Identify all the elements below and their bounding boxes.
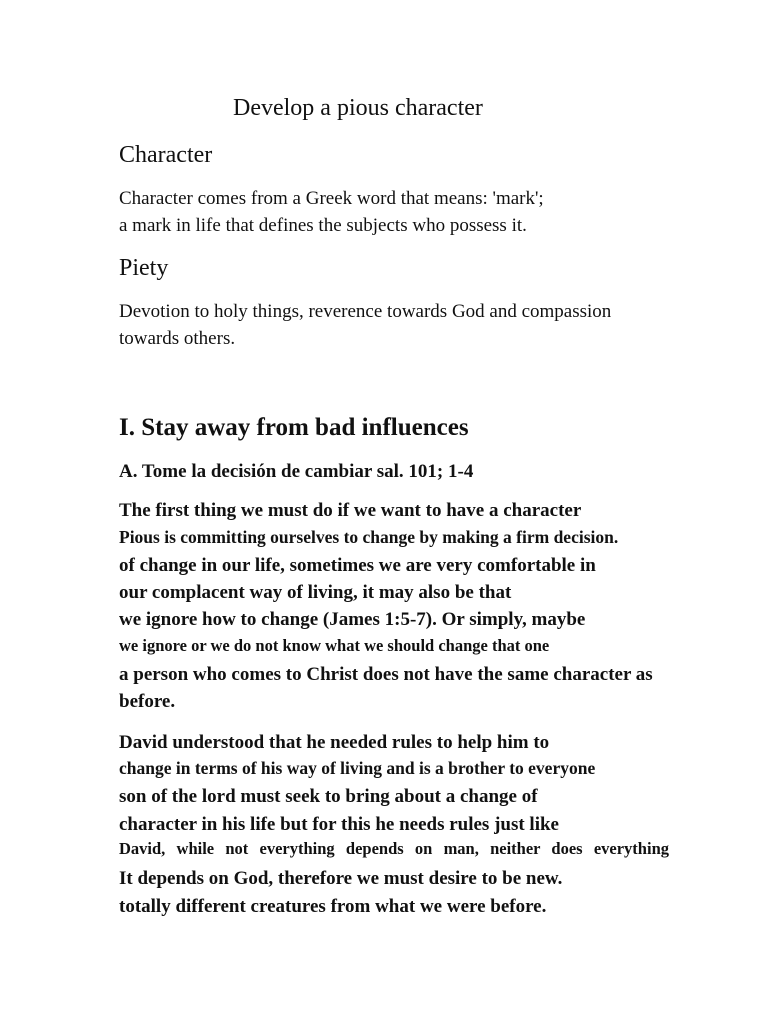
paragraph1-line: The first thing we must do if we want to have a character <box>119 500 582 521</box>
section-heading-character: Character <box>119 142 213 168</box>
paragraph2-line: change in terms of his way of living and is a brother to everyone <box>119 758 596 778</box>
character-text-line: Character comes from a Greek word that means: 'mark'; <box>119 188 544 209</box>
paragraph2-line: son of the lord must seek to bring about a change of <box>119 786 538 807</box>
character-text-line: a mark in life that defines the subjects who possess it. <box>119 215 527 236</box>
paragraph1-line: we ignore how to change (James 1:5-7). Or simply, maybe <box>119 609 586 630</box>
paragraph2-line: It depends on God, therefore we must desire to be new. <box>119 868 563 889</box>
section-heading-piety: Piety <box>119 255 169 281</box>
paragraph2-line: David understood that he needed rules to help him to <box>119 732 550 753</box>
piety-text-line: Devotion to holy things, reverence towards God and compassion <box>119 301 612 322</box>
piety-text-line: towards others. <box>119 328 236 349</box>
paragraph1-line: Pious is committing ourselves to change by making a firm decision. <box>119 527 619 547</box>
paragraph2-line: character in his life but for this he needs rules just like <box>119 814 559 835</box>
paragraph1-line: our complacent way of living, it may also be that <box>119 582 512 603</box>
part1-subheading: A. Tome la decisión de cambiar sal. 101; 1-4 <box>119 461 474 482</box>
paragraph1-line: before. <box>119 691 176 712</box>
paragraph2-line: totally different creatures from what we were before. <box>119 896 547 917</box>
paragraph2-line: David, while not everything depends on man, neither does everything <box>119 839 669 858</box>
document-title: Develop a pious character <box>233 95 483 121</box>
paragraph1-line: a person who comes to Christ does not have the same character as <box>119 664 653 685</box>
paragraph1-line: we ignore or we do not know what we should change that one <box>119 636 550 655</box>
part1-heading: I. Stay away from bad influences <box>119 414 469 441</box>
paragraph1-line: of change in our life, sometimes we are very comfortable in <box>119 555 596 576</box>
